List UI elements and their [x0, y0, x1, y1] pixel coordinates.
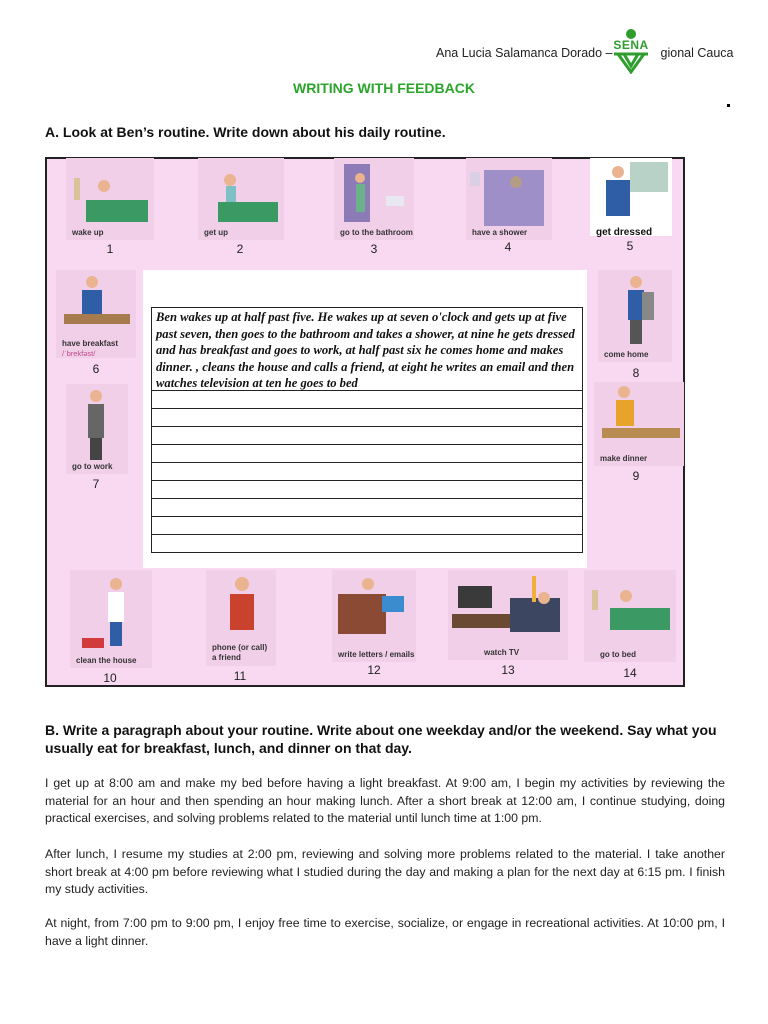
- stray-dot: [727, 104, 730, 107]
- activity-caption: clean the house: [76, 656, 137, 665]
- activity-tile-12: [332, 570, 416, 662]
- activity-tile-8: [598, 270, 672, 362]
- activity-tile-11: [206, 570, 276, 666]
- activity-caption: come home: [604, 350, 649, 359]
- writing-line: [151, 426, 583, 427]
- author-name: Ana Lucia Salamanca Dorado –: [436, 46, 613, 60]
- section-b-heading: B. Write a paragraph about your routine. Write about one weekday and/or the weekend. Say what you usually eat for breakfast, lunch, and dinner on that day.: [45, 722, 717, 756]
- activity-number: 6: [92, 362, 100, 376]
- sena-logo-icon: [608, 28, 654, 74]
- activity-tile-7: [66, 384, 128, 474]
- activity-caption: go to the bathroom: [340, 228, 413, 237]
- logo-text: SENA: [613, 38, 649, 52]
- activity-number: 2: [236, 242, 244, 256]
- page-title: WRITING WITH FEEDBACK: [293, 80, 475, 96]
- activity-illustration-icon: [66, 384, 128, 474]
- writing-line: [151, 498, 583, 499]
- activity-illustration-icon: [332, 570, 416, 662]
- answer-text: Ben wakes up at half past five. He wakes up at seven o'clock and gets up at five past seven, then goes to the bathroom and takes a shower, at nine he gets dressed and has breakfast and goes to work, at half past six he comes home and makes dinner. , cleans the house and calls a friend, at eight he writes an email and then watches television at ten he goes to bed: [156, 310, 575, 390]
- header-author: [436, 46, 733, 60]
- activity-caption: have a shower: [472, 228, 528, 237]
- section-a-heading: A. Look at Ben’s routine. Write down about his daily routine.: [45, 124, 446, 140]
- activity-number: 7: [92, 477, 100, 491]
- activity-caption: write letters / emails: [338, 650, 415, 659]
- activity-tile-9: [594, 382, 684, 466]
- activity-caption: get up: [204, 228, 228, 237]
- activity-illustration-icon: [70, 570, 152, 668]
- activity-tile-2: [198, 158, 284, 240]
- activity-caption: make dinner: [600, 454, 648, 463]
- routine-paragraph-1: I get up at 8:00 am and make my bed before having a light breakfast. At 9:00 am, I begin my activities by reviewing the material for an hour and then spending an hour making lunch. After a short break at 12:00 am, I continue studying, doing practical exercises, and solving problems related to the material until lunch time at 1:00 pm.: [45, 776, 725, 825]
- activity-number: 12: [367, 663, 381, 677]
- activity-number: 5: [626, 239, 634, 253]
- activity-phonetic: /ˈbrekfəst/: [62, 349, 96, 358]
- activity-number: 8: [632, 366, 640, 380]
- writing-line: [151, 480, 583, 481]
- activity-tile-1: [66, 158, 154, 240]
- activity-illustration-icon: [584, 570, 676, 662]
- activity-number: 10: [103, 671, 117, 685]
- routine-paragraph-2: After lunch, I resume my studies at 2:00 pm, reviewing and solving more problems related to the material. I take another short break at 4:00 pm before reviewing what I studied during the day and making a plan for the next day at 6:15 pm. I finish my study activities.: [45, 847, 725, 896]
- activity-caption: have breakfast: [62, 339, 119, 348]
- activity-number: 9: [632, 469, 640, 483]
- activity-tile-14: [584, 570, 676, 662]
- activity-illustration-icon: [590, 158, 672, 236]
- writing-line: [151, 408, 583, 409]
- writing-line: [151, 516, 583, 517]
- activity-caption: get dressed: [596, 227, 653, 238]
- writing-line: [151, 444, 583, 445]
- activity-illustration-icon: [448, 570, 568, 660]
- activity-number: 3: [370, 242, 378, 256]
- writing-line: [151, 462, 583, 463]
- activity-tile-10: [70, 570, 152, 668]
- activity-tile-5: [590, 158, 672, 236]
- routine-paragraph-3: At night, from 7:00 pm to 9:00 pm, I enjoy free time to exercise, socialize, or engage in recreational activities. At 10:00 pm, I have a light dinner.: [45, 916, 725, 948]
- activity-tile-3: [334, 158, 414, 240]
- activity-caption: wake up: [72, 228, 104, 237]
- activity-caption: phone (or call) a friend: [212, 643, 268, 662]
- activity-tile-13: [448, 570, 568, 660]
- activity-illustration-icon: [598, 270, 672, 362]
- activity-number: 13: [501, 663, 515, 677]
- activity-caption: watch TV: [484, 648, 520, 657]
- activity-number: 11: [233, 669, 247, 683]
- activity-caption: go to bed: [600, 650, 636, 659]
- activity-tile-4: [466, 158, 552, 240]
- region-name: gional Cauca: [660, 46, 734, 60]
- activity-number: 1: [106, 242, 114, 256]
- activity-tile-6: [56, 270, 136, 358]
- activity-number: 4: [504, 240, 512, 254]
- writing-line: [151, 390, 583, 391]
- activity-number: 14: [623, 666, 637, 680]
- activity-caption: go to work: [72, 462, 113, 471]
- writing-line: [151, 534, 583, 535]
